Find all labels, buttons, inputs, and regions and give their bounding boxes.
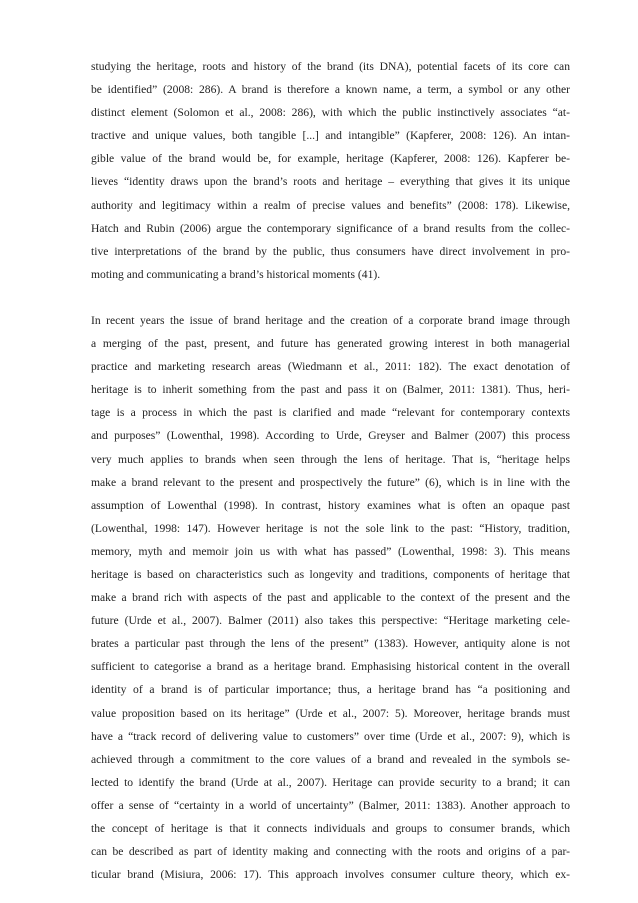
text-line: sufficient to categorise a brand as a heritage brand. Emphasising historical content in the overall xyxy=(91,660,570,674)
text-line: In recent years the issue of brand heritage and the creation of a corporate brand image through xyxy=(91,313,570,327)
text-line: identity of a brand is of particular importance; thus, a heritage brand has “a positioning and xyxy=(91,683,570,697)
text-line: offer a sense of “certainty in a world of uncertainty” (Balmer, 2011: 1383). Another approach to xyxy=(91,798,570,812)
text-line: assumption of Lowenthal (1998). In contrast, history examines what is often an opaque past xyxy=(91,498,570,512)
paragraph-spacing xyxy=(91,286,570,309)
text-line: tage is a process in which the past is clarified and made “relevant for contemporary contexts xyxy=(91,406,570,420)
text-line: ticular brand (Misiura, 2006: 17). This approach involves consumer culture theory, which ex- xyxy=(91,868,570,882)
text-line: moting and communicating a brand’s historical moments (41). xyxy=(91,267,381,281)
text-line: lieves “identity draws upon the brand’s roots and heritage – everything that gives it its unique xyxy=(91,175,570,189)
text-line: tractive and unique values, both tangible [...] and intangible” (Kapferer, 2008: 126). An intan- xyxy=(91,129,570,143)
text-line: make a brand relevant to the present and prospectively the future” (6), which is in line with the xyxy=(91,475,570,489)
paragraph-1 xyxy=(91,55,570,286)
text-line: memory, myth and memoir join us with what has passed” (Lowenthal, 1998: 3). This means xyxy=(91,544,570,558)
text-line: and purposes” (Lowenthal, 1998). According to Urde, Greyser and Balmer (2007) this process xyxy=(91,429,570,443)
text-line: tive interpretations of the brand by the public, thus consumers have direct involvement in pro- xyxy=(91,244,570,258)
text-line: have a “track record of delivering value to customers” over time (Urde et al., 2007: 9), which is xyxy=(91,729,570,743)
document-page xyxy=(91,55,570,886)
paragraph-2 xyxy=(91,309,570,886)
text-line: authority and legitimacy within a realm of precise values and benefits” (2008: 178). Likewise, xyxy=(91,198,570,212)
text-line: lected to identify the brand (Urde at al., 2007). Heritage can provide security to a brand; it can xyxy=(91,775,570,789)
text-line: value proposition based on its heritage” (Urde et al., 2007: 5). Moreover, heritage brands must xyxy=(91,706,570,720)
text-line: gible value of the brand would be, for example, heritage (Kapferer, 2008: 126). Kapferer be- xyxy=(91,152,570,166)
text-line: future (Urde et al., 2007). Balmer (2011) also takes this perspective: “Heritage marketing cele- xyxy=(91,614,570,628)
text-line: can be described as part of identity making and connecting with the roots and origins of a par- xyxy=(91,845,570,859)
text-line: the concept of heritage is that it connects individuals and groups to consumer brands, which xyxy=(91,822,570,835)
text-line: (Lowenthal, 1998: 147). However heritage is not the sole link to the past: “History, tradition, xyxy=(91,521,570,535)
text-line: achieved through a commitment to the core values of a brand and revealed in the symbols se- xyxy=(91,752,570,766)
text-line: practice and marketing research areas (Wiedmann et al., 2011: 182). The exact denotation of xyxy=(91,360,570,374)
text-line: heritage is based on characteristics such as longevity and traditions, components of heritage that xyxy=(91,567,570,581)
text-line: very much applies to brands when seen through the lens of heritage. That is, “heritage helps xyxy=(91,452,570,466)
text-line: studying the heritage, roots and history of the brand (its DNA), potential facets of its core can xyxy=(91,60,570,73)
text-line: a merging of the past, present, and future has generated growing interest in both managerial xyxy=(91,337,570,351)
text-line: heritage is to inherit something from the past and pass it on (Balmer, 2011: 1381). Thus, heri- xyxy=(91,383,570,397)
text-line: make a brand rich with aspects of the past and applicable to the context of the present and the xyxy=(91,591,570,605)
text-line: distinct element (Solomon et al., 2008: 286), with which the public instinctively associates “at- xyxy=(91,106,570,120)
text-line: Hatch and Rubin (2006) argue the contemporary significance of a brand results from the collec- xyxy=(91,221,570,235)
text-line: be identified” (2008: 286). A brand is therefore a known name, a term, a symbol or any other xyxy=(91,83,570,97)
text-line: brates a particular past through the lens of the present” (1383). However, antiquity alone is not xyxy=(91,637,570,651)
